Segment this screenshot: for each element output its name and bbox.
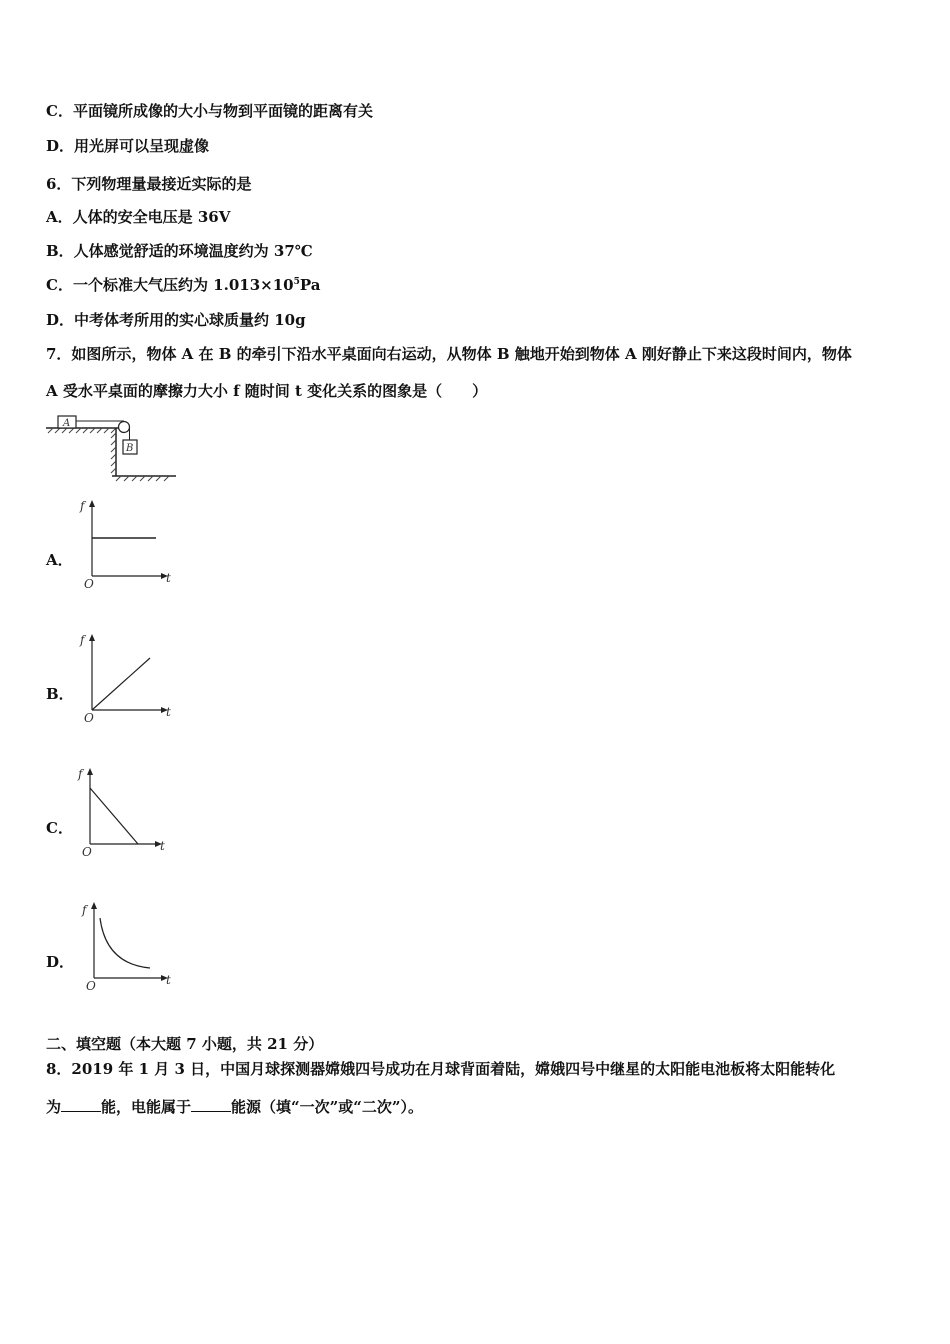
y-axis-arrow: [89, 634, 95, 641]
q6-option-d: D．中考体考所用的实心球质量约 10g: [46, 311, 306, 329]
q7-stem-line1: 7．如图所示，物体 A 在 B 的牵引下沿水平桌面向右运动，从物体 B 触地开始到物体 A 刚好静止下来这段时间内，物体: [46, 345, 852, 363]
y-axis-label: f: [80, 633, 85, 647]
y-axis-arrow: [87, 768, 93, 775]
x-axis-label: t: [166, 571, 171, 585]
section2-title: 二、填空题（本大题 7 小题，共 21 分）: [46, 1035, 324, 1053]
origin-label: O: [86, 979, 96, 993]
graph-curve-decreasing: [100, 918, 150, 968]
x-axis-label: t: [160, 839, 165, 853]
x-axis-label: t: [166, 973, 171, 987]
q6-option-c-exponent: 5: [293, 277, 300, 287]
q7-setup-figure: [44, 412, 184, 486]
q8-line1: 8．2019 年 1 月 3 日，中国月球探测器嫦娥四号成功在月球背面着陆，嫦娥四号中继星的太阳能电池板将太阳能转化: [46, 1060, 836, 1078]
graph-line-increasing: [92, 658, 150, 710]
y-axis-arrow: [89, 500, 95, 507]
q8-blank-2[interactable]: [191, 1097, 231, 1112]
q5-option-d: D．用光屏可以呈现虚像: [46, 137, 210, 155]
q7-stem-line2: A 受水平桌面的摩擦力大小 f 随时间 t 变化关系的图象是（ ）: [46, 382, 488, 400]
q7-option-a-graph: [78, 496, 178, 591]
q7-option-d-label: D．: [46, 953, 75, 971]
y-axis-label: f: [78, 767, 83, 781]
x-axis-label: t: [166, 705, 171, 719]
q8-line2: [46, 1097, 423, 1117]
q6-option-c: [46, 275, 320, 295]
q6-option-c-unit: Pa: [299, 276, 321, 294]
y-axis-label: f: [80, 499, 85, 513]
origin-label: O: [82, 845, 92, 859]
pulley: [119, 422, 130, 433]
q6-stem: 6．下列物理量最接近实际的是: [46, 175, 252, 193]
q5-option-c: C．平面镜所成像的大小与物到平面镜的距离有关: [46, 102, 373, 120]
q6-option-a: A．人体的安全电压是 36V: [46, 208, 231, 226]
q6-option-b: B．人体感觉舒适的环境温度约为 37℃: [46, 242, 313, 260]
origin-label: O: [84, 711, 94, 725]
q6-option-c-text: C．一个标准大气压约为 1.013×10: [46, 276, 294, 294]
origin-label: O: [84, 577, 94, 591]
q7-option-b-label: B．: [46, 685, 74, 703]
q7-option-a-label: A．: [46, 551, 73, 569]
block-a-label: A: [63, 418, 71, 429]
q7-option-c-graph: [72, 764, 172, 859]
q7-option-b-graph: [78, 630, 178, 725]
q8-part3: 能源（填“一次”或“二次”）。: [231, 1098, 424, 1116]
q7-option-c-label: C．: [46, 819, 73, 837]
q8-blank-1[interactable]: [61, 1097, 101, 1112]
q7-option-d-graph: [76, 898, 176, 993]
graph-line-decreasing: [90, 788, 138, 844]
q8-part1: 为: [46, 1098, 62, 1116]
y-axis-arrow: [91, 902, 97, 909]
y-axis-label: f: [82, 903, 87, 917]
q8-part2: 能，电能属于: [101, 1098, 192, 1116]
block-b-label: B: [126, 443, 134, 454]
